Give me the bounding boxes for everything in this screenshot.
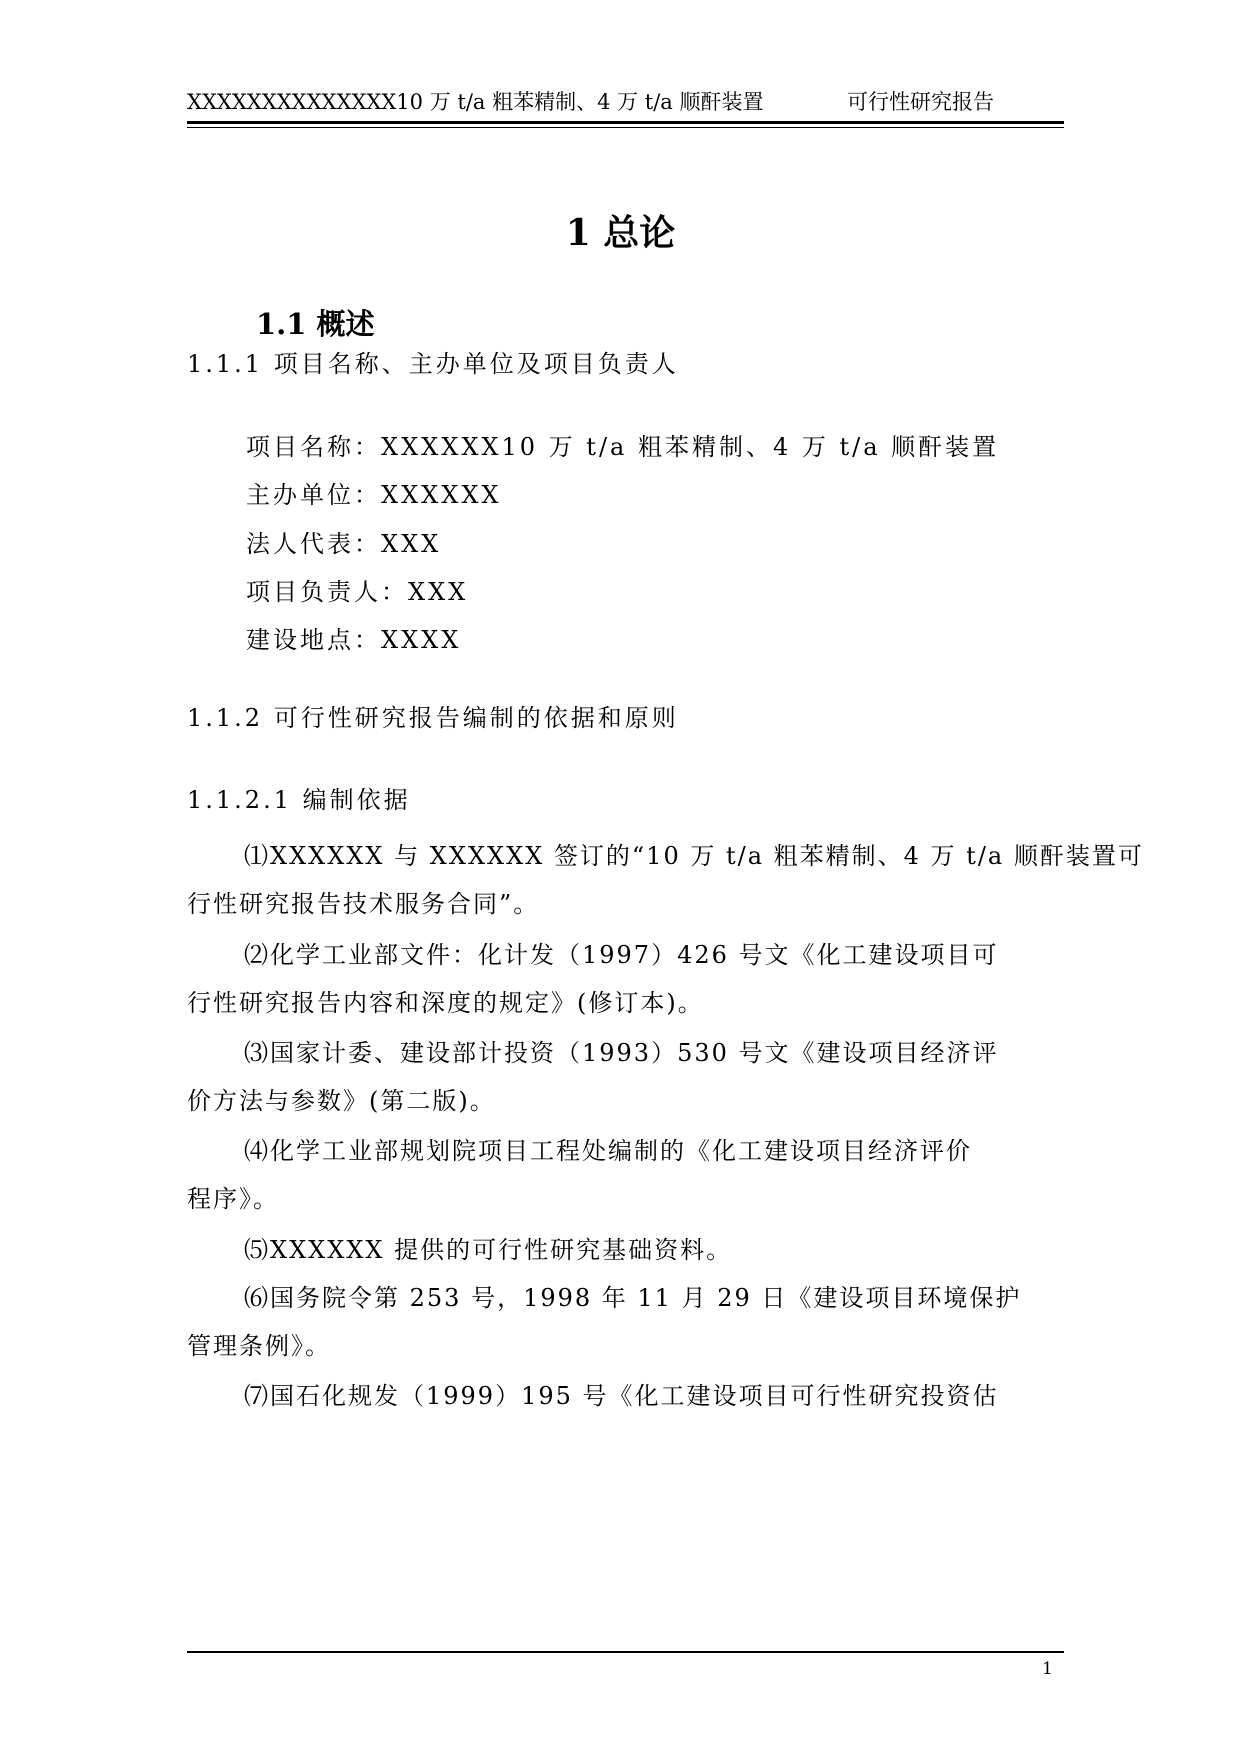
basis-item-2-line-1: ⑵化学工业部文件：化计发（1997）426 号文《化工建设项目可 [244,941,999,969]
header-report-type: 可行性研究报告 [847,90,994,114]
field-construction-site: 建设地点：XXXX [246,626,462,654]
field-legal-representative: 法人代表：XXX [246,530,442,558]
subsection-heading-1-1-2: 1.1.2 可行性研究报告编制的依据和原则 [187,704,679,732]
basis-item-5-line-1: ⑸XXXXXX 提供的可行性研究基础资料。 [244,1236,733,1264]
basis-item-7-line-1: ⑺国石化规发（1999）195 号《化工建设项目可行性研究投资估 [244,1382,999,1410]
field-project-leader: 项目负责人：XXX [246,578,469,606]
basis-item-4-line-2: 程序》。 [187,1185,279,1213]
basis-item-4-line-1: ⑷化学工业部规划院项目工程处编制的《化工建设项目经济评价 [244,1137,972,1165]
page-number: 1 [1042,1659,1053,1679]
basis-item-6-line-2: 管理条例》。 [187,1332,331,1360]
subsection-heading-1-1-2-1: 1.1.2.1 编制依据 [187,786,411,814]
section-title: 1.1 概述 [256,307,375,341]
header-rule-thick [187,121,1064,124]
basis-item-2-line-2: 行性研究报告内容和深度的规定》(修订本)。 [187,989,704,1017]
header-project-title: XXXXXXXXXXXXXX10 万 t/a 粗苯精制、4 万 t/a 顺酐装置 [187,90,764,114]
footer-rule [187,1651,1064,1653]
field-project-name: 项目名称：XXXXXX10 万 t/a 粗苯精制、4 万 t/a 顺酐装置 [246,433,1000,461]
header-rule-thin [187,127,1064,128]
subsection-heading-1-1-1: 1.1.1 项目名称、主办单位及项目负责人 [187,350,679,378]
basis-item-6-line-1: ⑹国务院令第 253 号，1998 年 11 月 29 日《建设项目环境保护 [244,1284,1022,1312]
basis-item-3-line-2: 价方法与参数》(第二版)。 [187,1087,496,1115]
page-header [187,88,1064,116]
basis-item-1-line-2: 行性研究报告技术服务合同”。 [187,890,540,918]
chapter-title: 1 总论 [565,212,676,254]
field-host-unit: 主办单位：XXXXXX [246,481,502,509]
basis-item-1-line-1: ⑴XXXXXX 与 XXXXXX 签订的“10 万 t/a 粗苯精制、4 万 t/a 顺酐装置可 [244,842,1144,870]
basis-item-3-line-1: ⑶国家计委、建设部计投资（1993）530 号文《建设项目经济评 [244,1039,999,1067]
